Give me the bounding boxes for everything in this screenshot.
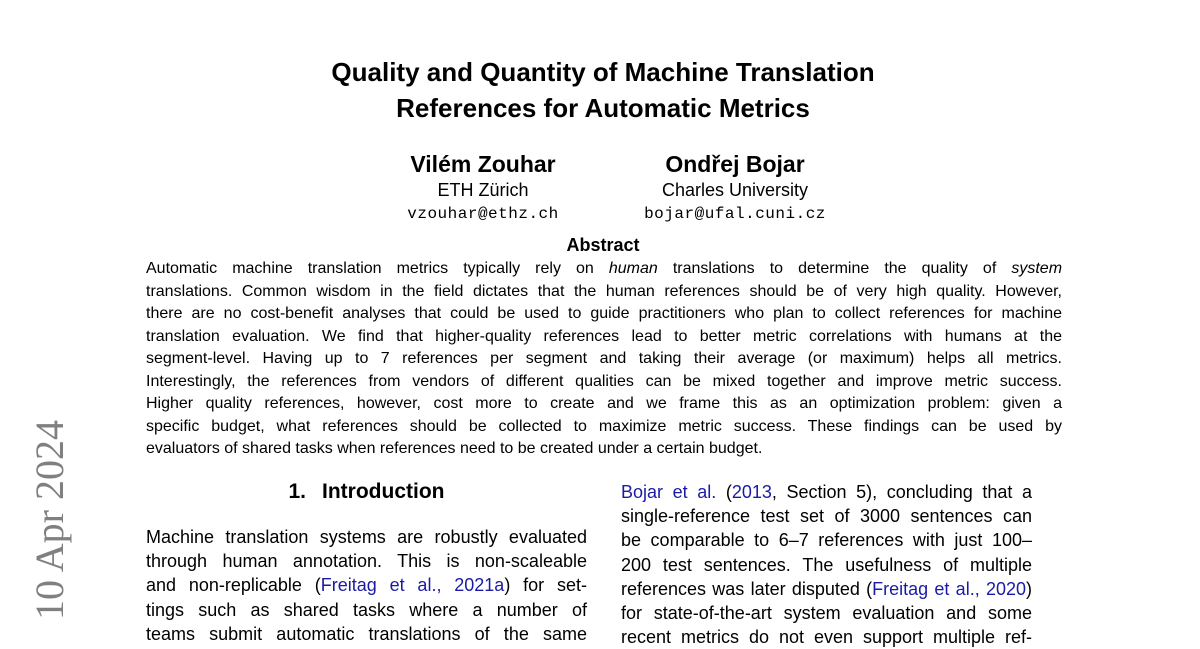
body-text: references was later disputed ( <box>621 578 873 599</box>
body-line: 200 test sentences. The usefulness of multiple <box>621 554 1032 575</box>
author-affiliation: ETH Zürich <box>437 180 529 200</box>
abstract-text: translations to determine the quality of <box>657 260 1012 277</box>
citation-link[interactable]: Freitag et al., 2021a <box>320 575 505 596</box>
section-number: 1. <box>288 480 307 503</box>
author-name: Vilém Zouhar <box>410 151 556 177</box>
citation-link[interactable]: Freitag et al., 2020 <box>872 578 1026 599</box>
abstract-line: Higher quality references, however, cost more to create and we frame this as an optimization problem: given a <box>146 395 1062 412</box>
citation-link[interactable]: Bojar et al. <box>621 482 717 502</box>
body-text: ( <box>716 482 732 502</box>
body-line: recent metrics do not even support multiple ref- <box>621 627 1032 648</box>
title-line-1: Quality and Quantity of Machine Translation <box>331 57 875 87</box>
citation-link[interactable]: 2013 <box>731 482 772 502</box>
title-line-2: References for Automatic Metrics <box>396 93 810 123</box>
abstract-line: Interestingly, the references from vendors of different qualities can be mixed together and improve metric success. <box>146 372 1062 390</box>
author-block-2 <box>618 150 852 226</box>
author-affiliation: Charles University <box>661 180 809 200</box>
author-name: Ondřej Bojar <box>665 151 805 177</box>
section-heading-introduction <box>146 478 587 506</box>
body-text: and non-replicable ( <box>146 575 321 596</box>
abstract-emphasis: human <box>608 260 658 277</box>
abstract-line: translations. Common wisdom in the field dictates that the human references should be of very high quality. However, <box>146 282 1062 300</box>
abstract-line: evaluators of shared tasks when references need to be created under a certain budget. <box>146 440 763 457</box>
abstract-body <box>146 258 1062 461</box>
abstract-line: segment-level. Having up to 7 references per segment and taking their average (or maximum) helps all metrics. <box>146 350 1062 367</box>
section-title: Introduction <box>322 480 445 503</box>
abstract-text: Automatic machine translation metrics typically rely on <box>146 260 609 277</box>
paper-title <box>0 54 1200 126</box>
body-line: single-reference test set of 3000 sentences can <box>621 506 1032 527</box>
arxiv-date-stamp: 10 Apr 2024 <box>27 420 72 620</box>
abstract-line: there are no cost-benefit analyses that could be used to guide practitioners who plan to collect references for machine <box>146 305 1062 322</box>
author-email: vzouhar@ethz.ch <box>407 205 559 223</box>
left-column-text <box>146 525 587 646</box>
body-line: teams submit automatic translations of the same <box>146 623 587 644</box>
body-line: tings such as shared tasks where a number of <box>146 599 587 620</box>
body-line: be comparable to 6–7 references with just 100– <box>621 530 1032 551</box>
body-text: ) for set- <box>504 575 587 596</box>
abstract-line <box>146 258 1062 281</box>
body-line: Machine translation systems are robustly evaluated <box>146 527 587 547</box>
abstract-emphasis: system <box>1011 260 1063 277</box>
body-line <box>621 480 1032 504</box>
author-email: bojar@ufal.cuni.cz <box>644 205 826 223</box>
abstract-heading: Abstract <box>566 235 640 255</box>
body-line <box>146 573 587 597</box>
body-line: for state-of-the-art system evaluation and some <box>621 602 1032 623</box>
abstract-line: translation evaluation. We find that higher-quality references lead to better metric correlations with humans at the <box>146 327 1062 345</box>
body-line <box>621 577 1032 601</box>
body-text: ) <box>1026 578 1032 599</box>
body-line: through human annotation. This is non-scaleable <box>146 551 587 572</box>
right-column-text <box>621 480 1032 649</box>
body-text: , Section 5), concluding that a <box>771 482 1032 502</box>
abstract-line: specific budget, what references should be collected to maximize metric success. These findings can be used by <box>146 417 1062 435</box>
author-block-1 <box>385 150 581 226</box>
